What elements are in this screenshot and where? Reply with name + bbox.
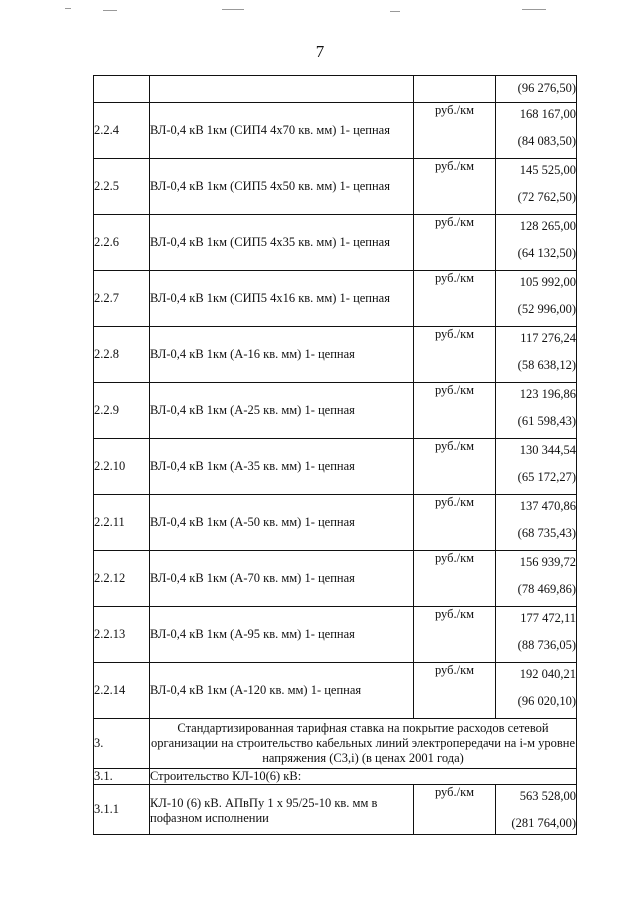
unit-cell: руб./км — [414, 785, 496, 835]
code-cell: 2.2.12 — [94, 551, 150, 607]
unit-cell: руб./км — [414, 271, 496, 327]
name-cell: ВЛ-0,4 кВ 1км (А-70 кв. мм) 1- цепная — [150, 551, 414, 607]
code-cell: 2.2.10 — [94, 439, 150, 495]
value-cell — [496, 327, 577, 383]
name-cell: ВЛ-0,4 кВ 1км (СИП5 4х16 кв. мм) 1- цепная — [150, 271, 414, 327]
code-cell: 2.2.7 — [94, 271, 150, 327]
value-main: 117 276,24 — [520, 331, 576, 345]
scan-speck — [222, 9, 244, 10]
unit-cell: руб./км — [414, 607, 496, 663]
name-cell: ВЛ-0,4 кВ 1км (А-35 кв. мм) 1- цепная — [150, 439, 414, 495]
name-cell: КЛ-10 (6) кВ. АПвПу 1 х 95/25-10 кв. мм в пофазном исполнении — [150, 785, 414, 835]
value-main: 128 265,00 — [519, 219, 576, 233]
code-cell: 2.2.5 — [94, 159, 150, 215]
unit-cell: руб./км — [414, 383, 496, 439]
section-row — [94, 719, 577, 769]
value-cell — [496, 103, 577, 159]
tariff-table — [93, 75, 577, 835]
value-cell — [496, 76, 577, 103]
value-sub: (88 736,05) — [517, 637, 576, 652]
unit-cell: руб./км — [414, 159, 496, 215]
value-cell — [496, 495, 577, 551]
value-sub: (58 638,12) — [517, 357, 576, 372]
code-cell: 2.2.9 — [94, 383, 150, 439]
unit-cell: руб./км — [414, 439, 496, 495]
value-sub: (65 172,27) — [517, 469, 576, 484]
value-main: 145 525,00 — [519, 163, 576, 177]
name-cell: ВЛ-0,4 кВ 1км (А-16 кв. мм) 1- цепная — [150, 327, 414, 383]
value-sub: (96 020,10) — [517, 693, 576, 708]
table-row-continued — [94, 76, 577, 103]
value-cell — [496, 663, 577, 719]
value-main: 177 472,11 — [520, 611, 576, 625]
value-cell — [496, 271, 577, 327]
scan-speck — [65, 8, 71, 9]
subsection-title-cell: Строительство КЛ-10(6) кВ: — [150, 769, 577, 785]
value-main: 168 167,00 — [519, 107, 576, 121]
value-cell — [496, 785, 577, 835]
unit-cell: руб./км — [414, 215, 496, 271]
unit-cell: руб./км — [414, 551, 496, 607]
table-row — [94, 495, 577, 551]
value-main: 123 196,86 — [519, 387, 576, 401]
unit-cell: руб./км — [414, 103, 496, 159]
table-row — [94, 383, 577, 439]
code-cell: 2.2.4 — [94, 103, 150, 159]
table-row — [94, 327, 577, 383]
value-cell — [496, 607, 577, 663]
scan-speck — [522, 9, 546, 10]
value-main: 563 528,00 — [519, 789, 576, 803]
table-row — [94, 663, 577, 719]
value-sub: (61 598,43) — [517, 413, 576, 428]
value-main: 156 939,72 — [519, 555, 576, 569]
unit-cell: руб./км — [414, 327, 496, 383]
value-sub: (96 276,50) — [517, 81, 576, 96]
unit-cell: руб./км — [414, 495, 496, 551]
code-cell: 2.2.11 — [94, 495, 150, 551]
value-main: 130 344,54 — [519, 443, 576, 457]
scan-speck — [103, 10, 117, 11]
value-main: 105 992,00 — [519, 275, 576, 289]
unit-cell — [414, 76, 496, 103]
table-row — [94, 215, 577, 271]
table-row — [94, 159, 577, 215]
section-title-cell: Стандартизированная тарифная ставка на покрытие расходов сетевой организации на строительство кабельных линий электропередачи на i-м уровне напряжения (С3,i) (в ценах 2001 года) — [150, 719, 577, 769]
value-main: 192 040,21 — [519, 667, 576, 681]
code-cell: 2.2.8 — [94, 327, 150, 383]
name-cell: ВЛ-0,4 кВ 1км (СИП5 4х35 кв. мм) 1- цепная — [150, 215, 414, 271]
value-sub: (68 735,43) — [517, 525, 576, 540]
table-row — [94, 551, 577, 607]
code-cell: 2.2.13 — [94, 607, 150, 663]
table-row — [94, 271, 577, 327]
value-sub: (64 132,50) — [517, 245, 576, 260]
value-cell — [496, 439, 577, 495]
name-cell: ВЛ-0,4 кВ 1км (А-120 кв. мм) 1- цепная — [150, 663, 414, 719]
subsection-row — [94, 769, 577, 785]
table-row — [94, 607, 577, 663]
name-cell: ВЛ-0,4 кВ 1км (А-50 кв. мм) 1- цепная — [150, 495, 414, 551]
code-cell: 3.1.1 — [94, 785, 150, 835]
name-cell — [150, 76, 414, 103]
page-number: 7 — [315, 42, 325, 61]
value-cell — [496, 383, 577, 439]
name-cell: ВЛ-0,4 кВ 1км (СИП5 4х50 кв. мм) 1- цепная — [150, 159, 414, 215]
code-cell — [94, 76, 150, 103]
value-main: 137 470,86 — [519, 499, 576, 513]
value-cell — [496, 551, 577, 607]
value-sub: (281 764,00) — [511, 815, 576, 830]
table-row — [94, 439, 577, 495]
value-sub: (52 996,00) — [517, 301, 576, 316]
code-cell: 2.2.6 — [94, 215, 150, 271]
value-sub: (72 762,50) — [517, 189, 576, 204]
table-row — [94, 103, 577, 159]
name-cell: ВЛ-0,4 кВ 1км (А-95 кв. мм) 1- цепная — [150, 607, 414, 663]
value-cell — [496, 215, 577, 271]
table-row — [94, 785, 577, 835]
subsection-code-cell: 3.1. — [94, 769, 150, 785]
unit-cell: руб./км — [414, 663, 496, 719]
section-code-cell: 3. — [94, 719, 150, 769]
scan-speck — [390, 11, 400, 12]
value-sub: (78 469,86) — [517, 581, 576, 596]
name-cell: ВЛ-0,4 кВ 1км (СИП4 4х70 кв. мм) 1- цепная — [150, 103, 414, 159]
value-cell — [496, 159, 577, 215]
value-sub: (84 083,50) — [517, 133, 576, 148]
name-cell: ВЛ-0,4 кВ 1км (А-25 кв. мм) 1- цепная — [150, 383, 414, 439]
code-cell: 2.2.14 — [94, 663, 150, 719]
